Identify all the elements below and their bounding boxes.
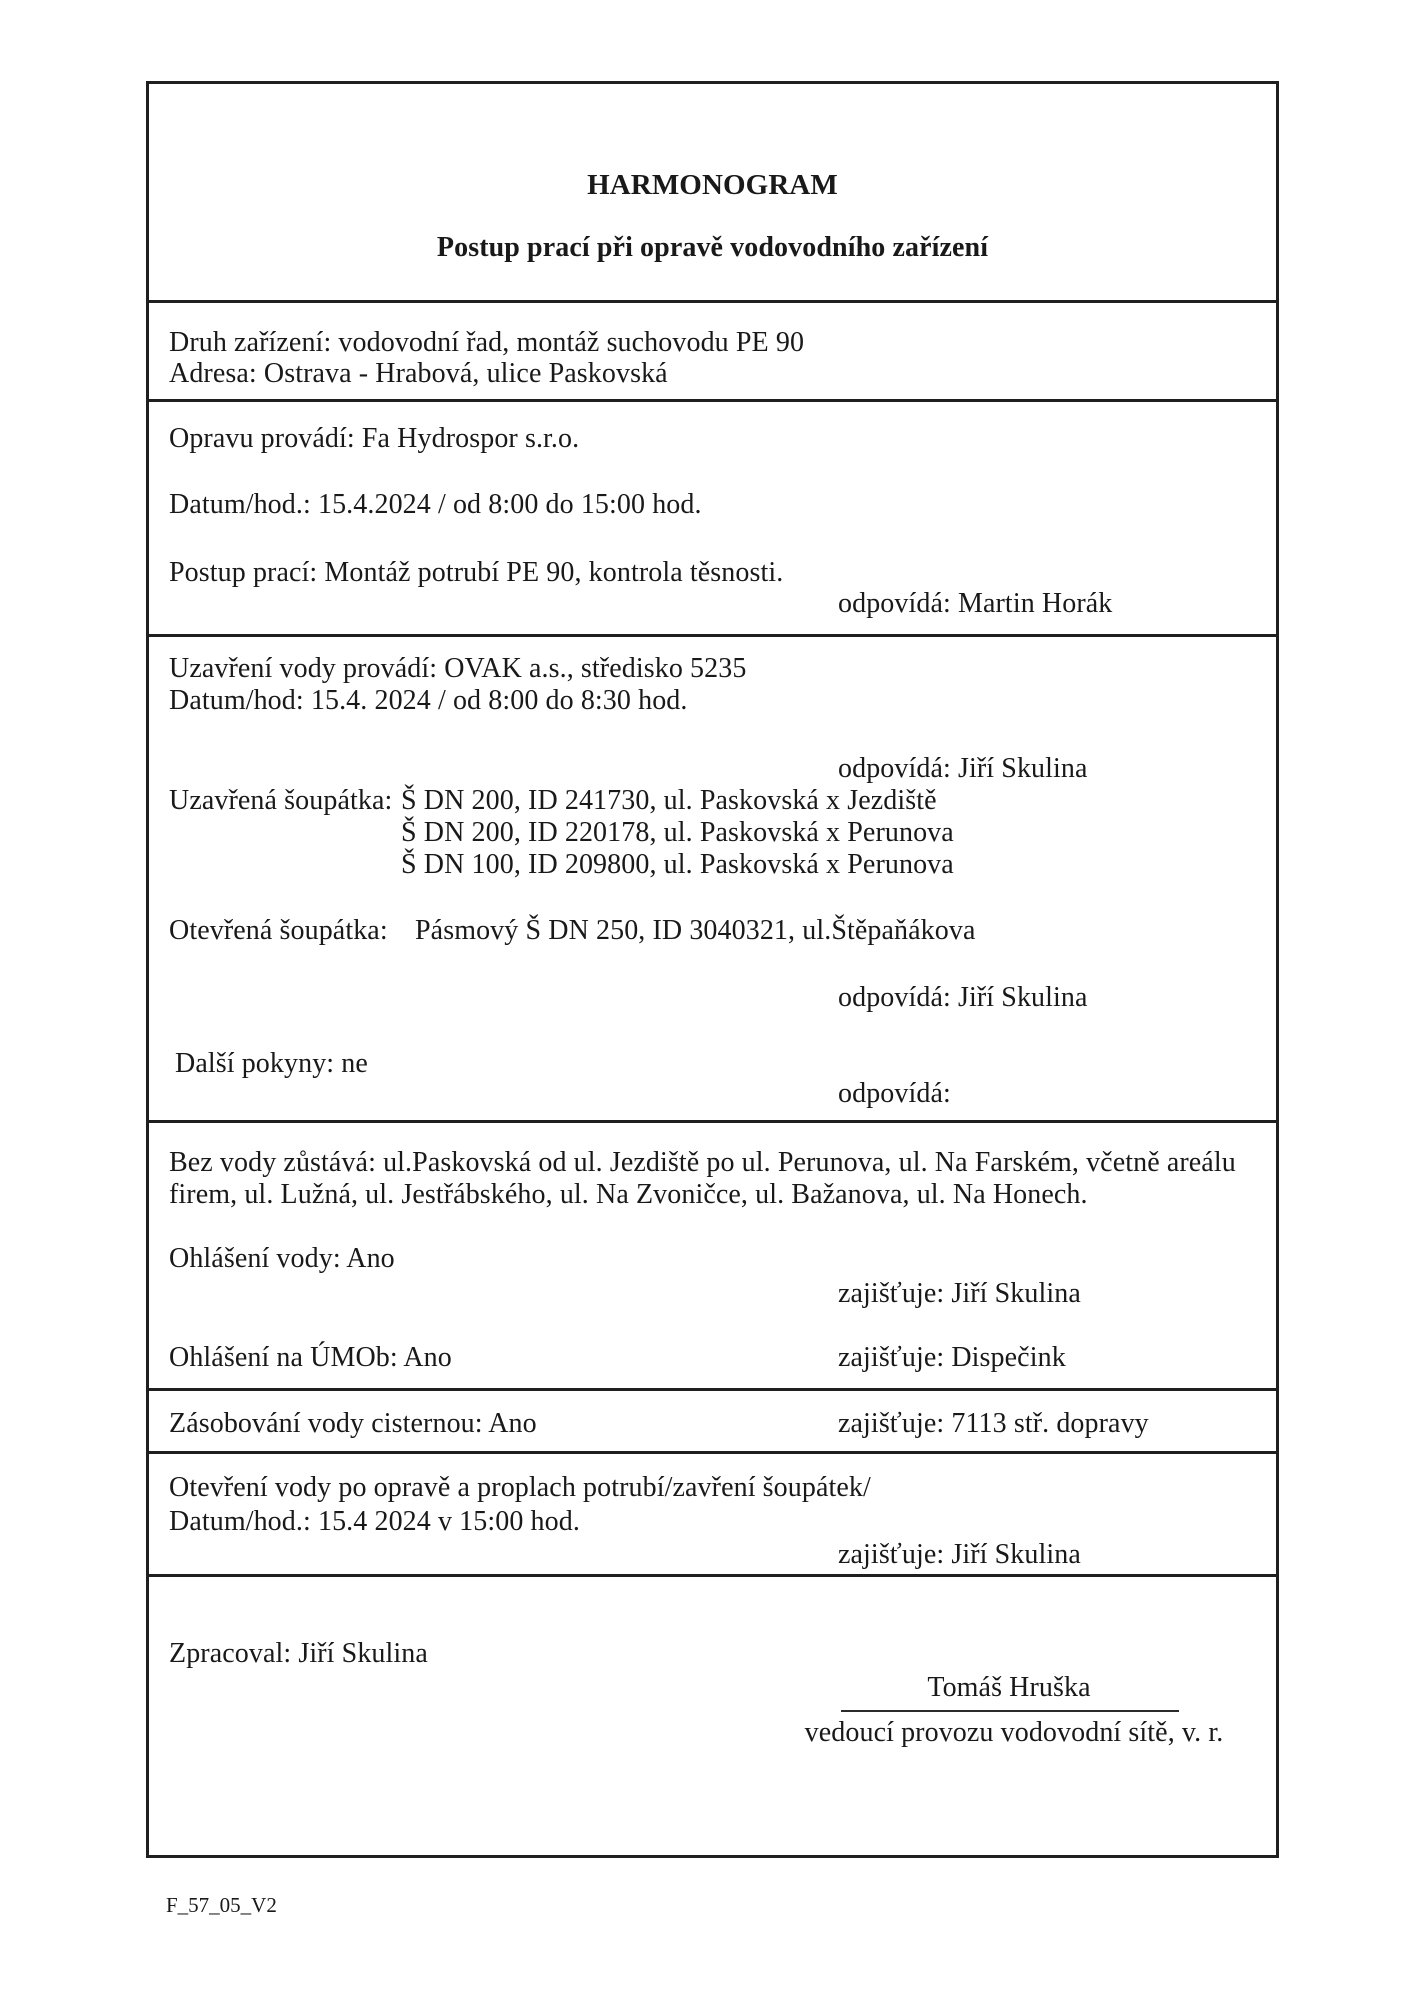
responsible-repair: odpovídá: Martin Horák	[838, 588, 1113, 619]
ensures-reopen: zajišťuje: Jiří Skulina	[838, 1539, 1081, 1570]
document-title: HARMONOGRAM	[587, 169, 838, 201]
water-reopen-line: Otevření vody po opravě a proplach potrubí/zavření šoupátek/	[169, 1472, 871, 1503]
ensures-dispatch: zajišťuje: Dispečink	[838, 1342, 1066, 1373]
ensures-transport: zajišťuje: 7113 stř. dopravy	[838, 1408, 1149, 1439]
signature-title: vedoucí provozu vodovodní sítě, v. r.	[804, 1717, 1224, 1748]
reopen-datetime-line: Datum/hod.: 15.4 2024 v 15:00 hod.	[169, 1506, 580, 1537]
closed-valves-label: Uzavřená šoupátka:	[169, 785, 393, 816]
prepared-by-line: Zpracoval: Jiří Skulina	[169, 1638, 428, 1669]
water-announcement-line: Ohlášení vody: Ano	[169, 1243, 395, 1274]
section-divider	[149, 634, 1276, 637]
repair-datetime-line: Datum/hod.: 15.4.2024 / od 8:00 do 15:00 hod.	[169, 489, 702, 520]
umob-announcement-line: Ohlášení na ÚMOb: Ano	[169, 1342, 452, 1373]
responsible-shutoff: odpovídá: Jiří Skulina	[838, 753, 1088, 784]
section-divider	[149, 1451, 1276, 1454]
ensures-announcement: zajišťuje: Jiří Skulina	[838, 1278, 1081, 1309]
closed-valve-3: Š DN 100, ID 209800, ul. Paskovská x Perunova	[401, 849, 954, 880]
form-border	[146, 81, 1279, 1858]
no-water-line-2: firem, ul. Lužná, ul. Jestřábského, ul. Na Zvoničce, ul. Bažanova, ul. Na Honech.	[169, 1179, 1088, 1210]
shutoff-datetime-line: Datum/hod: 15.4. 2024 / od 8:00 do 8:30 hod.	[169, 685, 688, 716]
shutoff-provider-line: Uzavření vody provádí: OVAK a.s., středisko 5235	[169, 653, 747, 684]
section-divider	[149, 1120, 1276, 1123]
section-divider	[149, 300, 1276, 303]
device-type-line: Druh zařízení: vodovodní řad, montáž suchovodu PE 90	[169, 327, 805, 358]
responsible-valves: odpovídá: Jiří Skulina	[838, 982, 1088, 1013]
signature-line	[841, 1710, 1179, 1712]
open-valve-1: Pásmový Š DN 250, ID 3040321, ul.Štěpaňákova	[415, 915, 976, 946]
form-content	[149, 84, 1276, 1855]
section-divider	[149, 399, 1276, 402]
closed-valve-2: Š DN 200, ID 220178, ul. Paskovská x Perunova	[401, 817, 954, 848]
work-procedure-line: Postup prací: Montáž potrubí PE 90, kontrola těsnosti.	[169, 557, 784, 588]
open-valves-label: Otevřená šoupátka:	[169, 915, 388, 946]
responsible-empty: odpovídá:	[838, 1078, 951, 1109]
cistern-supply-line: Zásobování vody cisternou: Ano	[169, 1408, 537, 1439]
closed-valve-1: Š DN 200, ID 241730, ul. Paskovská x Jezdiště	[401, 785, 937, 816]
section-divider	[149, 1574, 1276, 1577]
footer-code: F_57_05_V2	[166, 1893, 277, 1917]
repair-contractor-line: Opravu provádí: Fa Hydrospor s.r.o.	[169, 423, 580, 454]
no-water-line-1: Bez vody zůstává: ul.Paskovská od ul. Jezdiště po ul. Perunova, ul. Na Farském, včetně areálu	[169, 1147, 1236, 1178]
other-instructions-line: Další pokyny: ne	[175, 1048, 368, 1079]
address-line: Adresa: Ostrava - Hrabová, ulice Paskovská	[169, 358, 668, 389]
signature-name: Tomáš Hruška	[927, 1672, 1091, 1703]
section-divider	[149, 1388, 1276, 1391]
document-subtitle: Postup prací při opravě vodovodního zařízení	[436, 232, 989, 263]
